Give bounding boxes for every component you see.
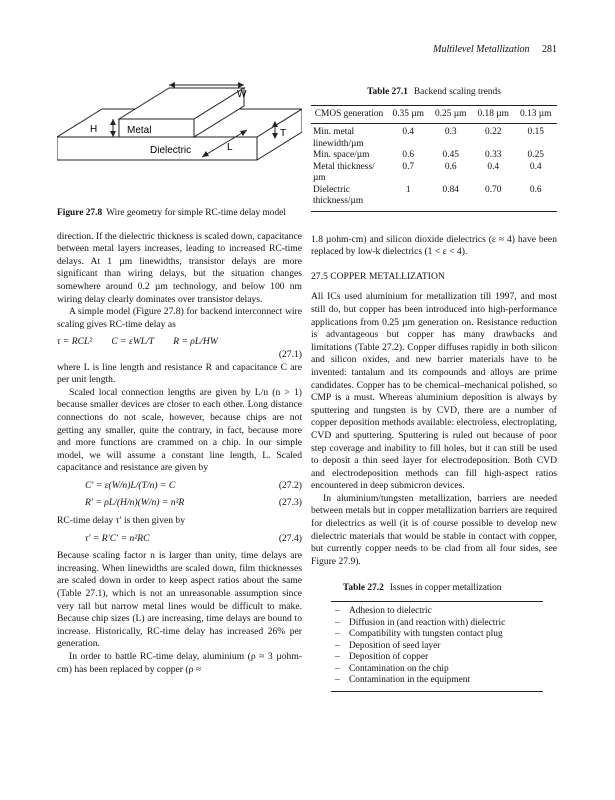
table-cell: Min. metal linewidth/µm <box>313 127 364 149</box>
equation-27-2-number: (27.2) <box>278 479 302 491</box>
table-header-cell: CMOS generation <box>311 105 387 124</box>
table-cell: 0.15 <box>527 127 544 138</box>
equation-27-1 <box>57 336 302 349</box>
list-dash: – <box>335 629 340 640</box>
right-paragraph-3: In aluminium/tungsten metallization, barriers are needed between metals but in copper metallization barriers are required for dielectrics as well (it is of course possible to develop new dielectric materials that would be stable in contact with copper, but currently copper needs to be clad from all four sides, see Figure 27.9). <box>311 492 557 567</box>
section-heading: 27.5 COPPER METALLIZATION <box>311 270 445 282</box>
list-item <box>335 629 557 641</box>
list-item <box>335 675 557 687</box>
table-cell: 0.4 <box>487 161 500 172</box>
list-item-text: Contamination on the chip <box>349 663 449 674</box>
table-cell: 0.6 <box>444 161 457 172</box>
list-dash: – <box>335 663 340 674</box>
right-paragraph-1: 1.8 µohm-cm) and silicon dioxide dielectrics (ε ≈ 4) have been replaced by low-k dielectrics (1 < ε < 4). <box>311 233 557 258</box>
equation-27-3 <box>57 497 302 510</box>
table-27-2-title <box>343 582 557 595</box>
table-cell: Metal thickness/µm <box>313 161 375 184</box>
table-27-2-number: Table 27.2 <box>343 583 384 594</box>
copper-issues-list <box>311 606 557 687</box>
table-cell: 0.45 <box>442 150 459 161</box>
left-paragraph-7: In order to battle RC-time delay, aluminium (ρ ≈ 3 µohm-cm) has been replaced by copper (ρ ≈ <box>57 651 302 675</box>
equation-27-3-number: (27.3) <box>278 497 302 509</box>
table-cell: 0.4 <box>529 161 542 172</box>
label-t: T <box>280 128 287 139</box>
table-cell: Min. space/µm <box>313 150 370 161</box>
left-paragraph-6: Because scaling factor n is larger than unity, time delays are increasing. When linewidths are scaled down, film thicknesses are scaled down in order to keep aspect ratios about the same (Table 27.1), which is not an unreasonable assumption since very tall but narrow metal lines would be difficult to make. Because chip sizes (L) are increasing, time delays are bound to increase. Historically, RC-time delay has increased 26% per generation. <box>57 550 302 650</box>
table-27-1-caption: Backend scaling trends <box>413 87 501 97</box>
right-column <box>311 86 557 692</box>
list-dash: – <box>335 617 340 628</box>
list-item-text: Adhesion to dielectric <box>349 606 432 617</box>
table-27-2-caption: Issues in copper metallization <box>389 583 502 594</box>
running-header <box>433 44 557 57</box>
left-paragraph-2: A simple model (Figure 27.8) for backend interconnect wire scaling gives RC-time delay as <box>57 306 302 330</box>
running-title: Multilevel Metallization <box>433 44 530 55</box>
table-row <box>311 150 557 162</box>
label-w: W <box>237 89 247 100</box>
left-column <box>57 74 302 676</box>
table-27-1-title <box>311 86 557 99</box>
table-cell: 0.3 <box>444 127 457 138</box>
list-dash: – <box>335 652 340 663</box>
figure-caption-number: Figure 27.8 <box>57 207 103 218</box>
table-cell: 0.22 <box>485 127 502 138</box>
table-cell: 0.70 <box>472 185 515 212</box>
table-cell: 0.7 <box>402 161 415 172</box>
table-row <box>311 162 557 185</box>
wire-geometry-figure <box>57 74 302 202</box>
list-item <box>335 641 557 653</box>
equation-27-3-text: R′ = ρL/(H/n)(W/n) = n²R <box>85 497 185 509</box>
list-dash: – <box>335 606 340 617</box>
equation-27-2-text: C′ = ε(W/n)L/(T/n) = C <box>85 479 176 491</box>
left-paragraph-3: where L is line length and resistance R and capacitance C are per unit length. <box>57 361 302 386</box>
list-item <box>335 618 557 630</box>
label-dielectric: Dielectric <box>150 145 192 156</box>
table-row <box>311 124 557 151</box>
list-item-text: Contamination in the equipment <box>349 675 471 686</box>
table-header-cell: 0.18 µm <box>472 105 515 124</box>
label-l: L <box>227 142 233 153</box>
list-item <box>335 606 557 618</box>
list-dash: – <box>335 675 340 686</box>
table-header-row <box>311 105 557 124</box>
table-27-2-bottom-rule <box>331 691 543 692</box>
backend-scaling-table <box>311 105 557 212</box>
list-dash: – <box>335 640 340 651</box>
label-metal: Metal <box>127 125 152 136</box>
equation-27-2 <box>57 480 302 493</box>
table-header-cell: 0.13 µm <box>515 105 558 124</box>
table-header-cell: 0.25 µm <box>430 105 473 124</box>
page-number: 281 <box>542 44 557 55</box>
table-cell: 0.4 <box>402 127 415 138</box>
list-item <box>335 652 557 664</box>
table-cell: 1 <box>387 185 430 212</box>
label-h: H <box>90 124 98 135</box>
left-paragraph-4: Scaled local connection lengths are given by L/n (n > 1) because smaller devices are closer to each other. Long distance connections do not scale, however, because chips are not getting any smaller, quite the contrary, in fact, because more and more functions are crammed on a chip. In our simple model, we will assume a constant line length, L. Scaled capacitance and resistance are given by <box>57 386 302 474</box>
table-cell: Dielectric thickness/µm <box>311 185 387 212</box>
table-cell: 0.6 <box>515 185 558 212</box>
table-27-1-number: Table 27.1 <box>367 87 408 97</box>
table-row <box>311 185 557 212</box>
list-item-text: Diffusion in (and reaction with) dielectric <box>349 617 506 628</box>
table-cell: 0.6 <box>402 150 415 161</box>
table-cell: 0.84 <box>430 185 473 212</box>
list-item-text: Deposition of seed layer <box>349 640 441 651</box>
table-27-2-top-rule <box>331 601 543 602</box>
list-item-text: Deposition of copper <box>349 652 429 663</box>
left-paragraph-5: RC-time delay τ′ is then given by <box>57 515 185 527</box>
equation-27-1-number: (27.1) <box>278 348 302 360</box>
figure-caption-text: Wire geometry for simple RC-time delay model <box>106 207 286 218</box>
figure-caption <box>57 207 302 219</box>
table-cell: 0.25 <box>527 150 544 161</box>
list-item <box>335 664 557 676</box>
table-cell: 0.33 <box>485 150 502 161</box>
list-item-text: Compatibility with tungsten contact plug <box>349 629 503 640</box>
left-paragraph-1: direction. If the dielectric thickness is scaled down, capacitance between metal layers increases, leading to increased RC-time delays. At 1 µm linewidths, transistor delays are more significant than wiring delays, but the situation changes somewhere around 0.2 µm technology, and below 100 nm wiring delay clearly dominates over transistor delays. <box>57 230 302 305</box>
equation-27-1-text: τ = RCL² C = εWL/T R = ρL/HW <box>57 336 218 348</box>
equation-27-4-text: τ′ = R′C′ = n²RC <box>85 532 150 544</box>
table-header-cell: 0.35 µm <box>387 105 430 124</box>
equation-27-4-number: (27.4) <box>278 532 302 544</box>
right-paragraph-2: All ICs used aluminium for metallization till 1997, and most still do, but copper has been introduced into high-performance applications from 0.25 µm generation on. Resistance reduction is advantageous but copper has many drawbacks and limitations (Table 27.2). Copper diffuses rapidly in both silicon and silicon oxides, and new barrier materials have to be invented: tantalum and its compounds and alloys are prime candidates. Copper has to be chemical–mechanical polished, so CMP is a must. Whereas aluminium deposition is always by sputtering and tungsten is by CVD, there are a number of copper deposition methods available: electroless, electroplating, CVD and sputtering. Sputtering is ruled out because of poor step coverage and inability to fill holes, but it can still be used to deposit a thin seed layer for electrodeposition. Both CVD and electrodeposition methods can fill high-aspect ratios encountered in deep submicron devices. <box>311 291 557 492</box>
equation-27-4 <box>57 533 302 546</box>
